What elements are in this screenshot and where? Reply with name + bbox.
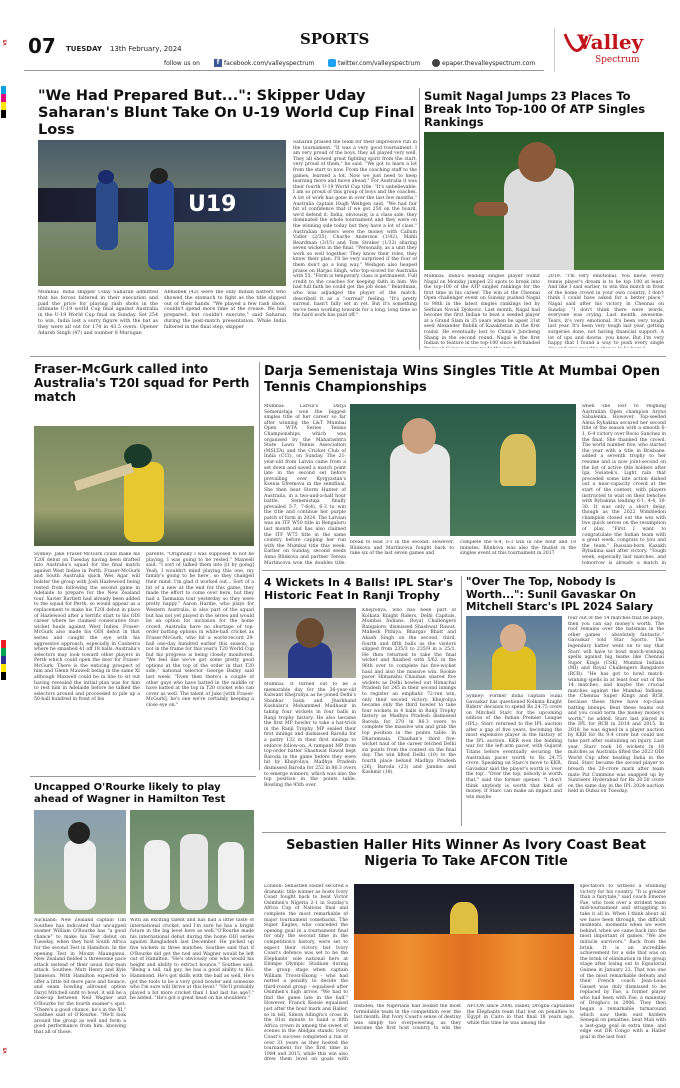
photo-u19-graphic: U19 bbox=[188, 192, 237, 217]
article-headline: Darja Semenistaja Wins Singles Title At Mumbai Open Tennis Championships bbox=[264, 364, 661, 395]
article-body-col1: London: Sebastien Haller secured a dramatic title winner as hosts Ivory Coast fought back to beat Victor Osimhen's Nigeria 2-1 in Sunday's Africa Cup of Nations final and complete the most remarkable of major tournament comebacks. The Super Eagles, who conceded the opening goal in a tournament final for only the second time in the competition's history, were set to expect their victory but Ivory Coast's defence was set to be the Elephants' sole national hero at Ebimpe Olympic Stadium during the group stage when captain William Troost-Ekong - who had netted a penalty to decide the third-round group - equalised after Osimhen's high arrow. "We had to find the game late in the half." However, Franck Kessie equalised just after the hour mark and Haller, so in tell, Simon Adingra's cross in the 81st minute to hand a fifth Africa crown in among the sweet of scenes in the Abidjan stands. Ivory Coast's success completed a run of over 31 years as they hosted the tournament for the first time in 1984 and 2015, while this win also drew them level on goals with bbox=[264, 884, 348, 1062]
color-registration-marks-bottom bbox=[1, 640, 6, 680]
article-body: Saharan praised the team for their impressive run in the tournament. "It was a very good tournament. I am very proud of the boys, they all played very well. They all showed great fighting spirit from the start, very proud of them," he said. "We got to learn a lot from the start to now. From the coaching staff to the games, learned a lot. Now we just need to keep learning more and move ahead." For Australia it was their fourth U-19 World Cup title. "It's unbelievable. I am so proud of this group of boys and the coaches. A lot of work has gone in over the last few months," Australia captain Hugh Weibgen said. "We had fair bit of confidence that if we got 250 on the board, we'd defend it. India, obviously, is a class side, they dominated the whole tournament and they were on the winning side today but they have a lot of class." Australian bowlers were the money with Callum Vidler (2/35), Charlie Anderson (1/42), Mahli Beardman (3/15) and Tom Straker (1/32) sharing seven wickets in the final. "Personally, as a unit they work so well together. They know their roles, they know their plan. I'll be very surprised if the four of them don't go a long way." Weibgen also heaped praise on Harjas Singh, who top-scored for Australia with 55. "Form is temporary, class is permanent. Full credit to the coaches for keeping faith in him. We had full faith he could get the job done." Beardman, who was adjudged the player of the match, described it as a "surreal" feeling. "It's pretty surreal, hasn't fully set in yet. But it's something we've been working towards for a long, long time so the hard work has paid off." bbox=[293, 140, 417, 319]
article-body-col2: With an exciting talent and has had a little taste of international cricket, and I'm sure he has a bright future in the big level here as well."O'Rourke made his international debut during the home ODI series against Bangladesh last December. He picked up five wickets in three matches. Southee said that if O'Rourke did get the nod and Wagner would be left out of Hamilton. "He's obviously one who would his height and ability to extract bounce," Southee said. "Being a tall, tall guy, he has a good ability to KG. Hammond. He's got skills with the ball as well. He's got the tools to be a very good bowler and someone who I'm sure will thrive at this level." "He'll probably played a bit more cricket than I had last his age?," he added. "He's got a great head on his shoulders." bbox=[130, 918, 254, 1002]
photo-player-body bbox=[144, 840, 170, 910]
article-sumit-nagal bbox=[424, 88, 666, 350]
epaper-link[interactable]: epaper.thevalleyspectrum.com bbox=[442, 60, 536, 67]
article-body-col1: Sydney: Former India captain Sunil Gavaskar has questioned Kolkata Knight Riders' decision to spend Rs 24.75 crore on Mitchell Starc for the upcoming edition of the Indian Premier League (IPL). Starc returned to the IPL auction after a gap of five years, becoming the most expensive player in the history of the IPL auction. KKR won the bidding war for the left-arm pacer, with Gujarat Titans before eventually securing the Australian pacer worth to Rs 24.75 crore. Speaking on Starc's move to KKR, Gavaskar said the player's worth is 'over the top'. "Over the top, nobody is worth that," said the former opener. "I don't think anybody is worth that kind of money. If Starc can make an impact and win maybe bbox=[466, 694, 562, 800]
facebook-icon: f bbox=[214, 59, 222, 67]
brand-name-bottom: Spectrum bbox=[595, 55, 640, 65]
brand-name-top: Valley bbox=[577, 30, 644, 54]
article-gavaskar-starc bbox=[466, 576, 666, 826]
twitter-link[interactable]: twitter.com/valleyspectrum bbox=[338, 60, 421, 67]
photo-caption-col1: Mumbai: India skipper Uday Saharan admitted that his forces faltered in their execution and paid the price for playing rash shots in the ultimate U-19 world Cup final against Australia in the U-19 World Cup final on Sunday. Set 254 to win, India lost a sorry figure with the bat as they were all out for 174 in 43.5 overs. Opener Adarsh Singh (47) and number 8 Murugan bbox=[38, 290, 158, 336]
cricketer-batting-photo bbox=[34, 426, 254, 546]
photo-player-body bbox=[390, 444, 450, 536]
photo-player-head bbox=[402, 418, 436, 454]
article-haller-afcon bbox=[264, 836, 666, 1064]
header-date: 13th February, 2024 bbox=[110, 45, 182, 53]
article-body-col3: spectators to witness a stunning victory for his country. "It is greater than a fairytale," said coach Emerse Fae, who took over a strident team mid-tournament and struggling to take it all in. When I think about all we have been through, the difficult moments, moments when we were behind, when we came back into the most important of games. "We are miracle survivors." Back from the brink. It is an incredible achievement for a side that was on the brink of elimination in the group stage after losing out to Equatorial Guinea in January 22. That was one of the most remarkable defeats and their French coach Jean-Louis Gasset was duly dismissed to be replaced by Fae, a former player who had been with Fae, a mainstay of Drogba's in 2006. They then began a remarkable turnaround which saw them oust holders Senegal on penalties, beat Mali with a last-gasp goal in extra time, and edge out DR Congo with a Haller goal in the last four. bbox=[580, 884, 666, 1041]
photo-player-head bbox=[68, 822, 90, 844]
color-registration-marks bbox=[1, 86, 6, 118]
photo-player-arm bbox=[474, 202, 508, 216]
article-darja-semenistaja bbox=[264, 362, 668, 566]
article-four-wickets bbox=[264, 576, 458, 826]
photo-fielder-head bbox=[150, 168, 168, 184]
article-headline: 4 Wickets In 4 Balls! IPL Star's Historic Feat In Ranji Trophy bbox=[264, 576, 453, 602]
facebook-link[interactable]: facebook.com/valleyspectrum bbox=[224, 60, 315, 67]
header-day: TUESDAY bbox=[66, 45, 102, 53]
row-divider bbox=[262, 832, 666, 833]
bowler-celebration-photo bbox=[466, 616, 562, 690]
sidebar-page-mark-bottom: VS bbox=[2, 1047, 8, 1054]
column-divider bbox=[461, 576, 462, 826]
article-body-col1: Auckland: New Zealand captain Tim Southee has indicated that uncapped seamer William O'Rourke has "a good chance" to make his Test debut on Tuesday, when they host South Africa for the second Test in Hamilton. In the opening Test in Mount Maunganui, New Zealand fielded a threesome pace attack instead of their usual four-man attack. Southee, Matt Henry and Kyle Jamieson. With Hamilton expected to offer a little bit more pace and bounce, and seam bowling allround option Daryl Mitchell unfit to bowl, it will be a close-up between Neil Wagner and O'Rourke for the fourth seamer's spot. "There's a good chance, he's in the XI," Southee said of O'Rourke. "We'll look around the group as well and form a good performance from him, knowing that all of those. bbox=[34, 918, 126, 1035]
photo-player-head bbox=[296, 618, 324, 648]
photo-trophy bbox=[500, 434, 536, 486]
article-orourke bbox=[34, 782, 256, 1064]
photo-player-body-2 bbox=[180, 834, 208, 910]
photo-trophy bbox=[450, 902, 478, 938]
photo-player-head bbox=[518, 142, 556, 182]
photo-caption-col2: Abhishek (42) were the only Indian batters who showed the stomach to fight as the title slipped out of their hands. "We played a few rash shots, couldn't spend more time at the crease. We had prepared, but couldn't execute," said Saharan during the post-match presentation. While India faltered in the final step, skipper bbox=[164, 290, 286, 330]
photo-player-body bbox=[504, 168, 574, 270]
article-body-col1: Mumbai: Latvia's Darja Semenistaja won the biggest singles title of her career so far after winning the L&T Mumbai Open WTA Series Tennis Championships, which was organised by the Maharashtra State Lawn Tennis Association (MSLTA) and the Cricket Club of India (CCI), on Sunday. The 21-year-old from Latvia came from a set down and saved a match point late in the second set before prevailing over Kyrgyzstan's Ksenia Efremova in the semifinal. She then beat Storm Hunter of Australia, in a two-and-a-half hour battle. Semenistaja finally prevailed 5-7, 7-6(4), 6-3 to win the title and continue her purple patch of form in 2024. The Latvian was an ITF W50 title in Bengaluru last month and has also claimed the ITF W75 title in the same country before capping her run with the Mumbai title this week. Earlier on Sunday, second seeds Anna Blinkova and partner Tereza Martincova won the doubles title, bbox=[264, 404, 346, 564]
article-body-col1: Sydney: Jake Fraser-McGurk could make his T20I debut on Tuesday having been drafted into Australia's squad for the final match against West Indies in Perth. Fraser-McGurk and South Australia quick Wes Agar will bolster the group with Josh Hazlewood being rested from following the second game in Adelaide to prepare for the New Zealand tour. Xavier Bartlett had already been added to the squad for Perth, so would appear as a replacement to make his T20I debut in place of Hazlewood after a terrific start to his ODI career where he claimed consecutive four-wicket hauls against West Indies. Fraser-McGurk also made his ODI debut in that series and caught the eye with his aggressive approach, especially in Canberra where he smashed 41 off 18 balls. Australia's selectors may look toward other players in Perth which could open the door for Fraser-McGurk. There is the enticing prospect of him and Glenn Maxwell being in the same XI although Maxwell could be in line to sit out having revealed the initial plan was for him to rest him in Adelaide before he talked the selectors around and proceeded to pile up a 50-ball hundred in front of his bbox=[34, 552, 140, 703]
bowler-action-photo bbox=[34, 810, 126, 914]
photo-player-body-3 bbox=[218, 842, 244, 910]
article-body-col1: Mumbai: India's leading singles player Sumit Nagal on Monday jumped 23 spots to break into the top-100 of the ATP singles rankings for the first time in his career. The win at the Chennai Open challenger event on Sunday pushed Nagal to 98th in the latest singles rankings led by Serbian Novak Djokovic. Last month, Nagal had become the first Indian to beat a seeded player at a Grand Slam in 35 years when he upset 31st seed Alexander Bublik of Kazakhstan in the first round. He eventually lost to China's Juncheng Shang in the second round. Nagal is the first Indian to feature in the top-100 since left-handed bbox=[424, 274, 540, 347]
tennis-player-photo bbox=[424, 132, 664, 270]
photo-player-body bbox=[124, 462, 164, 542]
team-huddle-photo bbox=[130, 810, 254, 914]
section-title: SPORTS bbox=[300, 30, 370, 48]
article-headline: "We Had Prepared But...": Skipper Uday Saharan's Blunt Take On U-19 World Cup Final Loss bbox=[38, 88, 415, 138]
article-body-col1: Mumbai: It turned out to be a memorable day for the 36-year-old Kulwant Khejroliya as he joined Delhi's Shankar Saini and Jharkhand Kushalar's Mohammed Mudhasir in taking four wickets in four balls in Ranji trophy history. He also became the first MP bowler to take a hat-trick in the Ranji Trophy. MP sealed their first innings and dismissed Baroda for a paltry 132 in their first innings to enforce follow-on. A rampant MP from top-order batter Shashwat Rawat kept Baroda in the game before they were hit by Khejroliya. Madhya Pradesh dismissed Baroda for 252 in 86.3 overs to emerge winners, which was also the top position in the points table. Bowling the 95th over, bbox=[264, 682, 356, 788]
article-headline: Sebastien Haller Hits Winner As Ivory Coast Beat Nigeria To Take AFCON Title bbox=[286, 838, 646, 869]
article-body-col2: 2019. "I'm very emotional. You know, every tennis player's dream is to be top 100 at least. And like I said earlier, to win this match in front of the home crowd in your own country, I don't think I could have asked for a better place," Nagal said after his victory in Chennai on Sunday. "I don't think there were words, everyone was crying. Last month, awesome. Tears, it's very emotional. It's been very tough last year. It's been very tough last year, getting surgeries done, not having financial support. A lot of ups and downs, you know. But I'm very happy that I found a way to push every single bbox=[548, 274, 664, 347]
sidebar-page-mark: VS bbox=[2, 39, 8, 46]
photo-batter-figure bbox=[96, 180, 118, 250]
cricket-batter-photo bbox=[38, 140, 286, 286]
row-divider bbox=[262, 570, 666, 571]
photo-player-body bbox=[492, 646, 536, 690]
article-headline: Uncapped O'Rourke likely to play ahead of Wagner in Hamilton Test bbox=[34, 782, 226, 805]
photo-player-head bbox=[500, 624, 526, 652]
article-body-col4: when she lost to reigning Australian Open champion Aryna Sabalenka. However, Top-seeded Alexa Rybakina secured her second title of the season with a smooth 6-1, 6-4 victory over Rocio Sanchez in the final. She thanked the crowd. The world number five, who started the year with a title in Brisbane, added a seventh trophy to her resume and is now joint-second on the list of active title holders after Iga Swiatek's. Light rain that preceded some late action dished out a near-capacity crowd at the start of the contest, with players instructed to wait on their benches with Rybakina leading 6-1, 4-4, 30-30. It was only a short delay, though as the 2022 Wimbledon champion closed out the win with two quick serves on the resumption of play. "First I want to congratulate the Indian team with a great week, congrats to you and the team," Russian-born Kazakh Rybakina said after victory. "Tough week, especially last matches, and tomorrow is already a match in bbox=[582, 404, 666, 564]
article-uday-saharan bbox=[38, 88, 418, 350]
page-number: 07 bbox=[28, 34, 56, 58]
bowler-portrait-photo bbox=[264, 608, 356, 678]
brand-logo bbox=[554, 28, 664, 72]
team-celebration-photo bbox=[354, 884, 574, 1000]
article-body-col2: Ibstiden, the Nigerians had looked the most formidable team in the competition over the last month. But Ivory Coast's sense of destiny was simply too overpowering, as they became the first host country to win the AFCON since 2006. Haller, Drogba captained the Elephants team that lost on penalties to Egypt in Cairo in that final 18 years ago, while this time he was among the bbox=[354, 1004, 574, 1032]
article-body-col2: Khejroliya, who has been part of Kolkata Knight Riders, Delhi Capitals, Mumbai Indians, Royal Challengers Bangalore, dismissed Shashwat Rawat, Mahesh Pithiya, Bhargav Bhatt and Akash Singh on the second, third, fourth and fifth balls as the visitors slipped from 235/3 to 235/9 in a 25/1. He then returned to take the final wicket and finished with 5/62 in the 96th over to complete his five-wicket haul and also the massive win. Rookie pacer Himanshu Chauhan snared five wickets as Delhi bowled out Himachal Pradesh for 245 in their second innings to register an emphatic 72-run win, only their second victory. Khejroliya became only the third bowler to take four wickets in 4 balls in Ranji Trophy history as Madhya Pradesh dismissed Baroda for 270 in 86.3 overs to complete the massive win and grab the top position in the points table. In Dharamsala, Chauhan's third five-wicket haul of the career fetched Delhi six points from the contest on the final day. The win lifted Delhi (10) to the fourth place behind Madhya Pradesh (26), Baroda (23) and Jammu and Kashmir (18). bbox=[362, 608, 456, 776]
article-body-col2: break to lead 3-1 in the second. However, Blinkova and Martincova fought back to take six of the last seven games and bbox=[350, 540, 454, 557]
twitter-icon bbox=[328, 59, 336, 67]
article-body-col2: four out of the 14 matches that he plays, then you can say money's worth. The roof remains over the batsman in the other games - absolutely fantastic," Gavaskar told Star Sports. The legendary batter went on to say that Starc will have to bowl match-winning spells against big teams like Chennai Super Kings (CSK), Mumbai Indians (MI) and Royal Challengers Bangalore (RCB). "He has got to bowl match-winning spells in at least four out of the 14 matches, and maybe the crucial matches against the Mumbai Indians, the Chennai Super Kings and RCB, because these three have top-class batting lineups. Beat these teams out and you could term the money money's worth," he added. Starc last played in the IPL for RCB in 2014 and 2015. In 2018, he was signed in a player auction by KKR for Rs 9.4 crore but could not take part after sustaining an injury. Last year, Starc took 16 wickets in 18 matches as Australia lifted the 2023 ODI World Cup after beating India in the final. Starc became the second player to breach the 20-crore mark after team mate Pat Cummins was snapped up by Sunrisers Hyderabad for Rs 20.50 crore on the same day in the IPL 2024 auction held in Dubai on Tuesday. bbox=[568, 616, 664, 795]
follow-label: follow us on bbox=[164, 60, 200, 67]
column-divider bbox=[259, 362, 260, 770]
column-divider bbox=[419, 88, 420, 350]
photo-fielder-figure bbox=[148, 180, 174, 270]
photo-player-body bbox=[64, 840, 96, 910]
article-headline: Fraser-McGurk called into Australia's T20I squad for Perth match bbox=[34, 362, 250, 404]
article-body-col2: parents. "Originally I was supposed to not be playing, I was going to be rested," Maxwell said. "I sort of talked them into [it by going] Yeah, I wouldn't mind playing this one, my family's going to be here', so they changed their mind. I'm glad it worked out... Sort of a bit of a new at the end for this game, they made the effort to come over here, but they had a Tasmania tour yesterday so they were pretty happy." Aaron Hardie, who plays for Western Australia, is also part of the squad but has not yet played in the series and would be an option for inclusion for the home crowd. Australia have no shortage of top-order batting options in white-ball cricket as Fraser-McGurk, who hit a world-record 29-ball one-day hundred earlier this season, is not in the frame for this year's T20 World Cup but his progress is being closely monitored. "We feel like we've got some pretty good options at the top of the order in that T20 side," national selector George Bailey said last week. "Even then there's a couple of other guys who have batted in the middle or have batted at the top in T20 cricket who can cover as well. The talent of Jake [with Fraser-McGurk], he's one we're certainly keeping a close eye on." bbox=[146, 552, 254, 709]
header-rule bbox=[24, 70, 544, 71]
row-divider bbox=[30, 776, 256, 777]
epaper-icon bbox=[432, 59, 440, 67]
article-fraser-mcgurk bbox=[34, 362, 256, 770]
photo-team-group bbox=[354, 934, 574, 1000]
photo-batter-head bbox=[98, 170, 114, 184]
row-divider bbox=[30, 356, 666, 357]
tennis-trophy-photo bbox=[350, 404, 576, 536]
page-header bbox=[24, 28, 664, 74]
article-body-col3: complete the 6-4, 6-3 win in one hour and 18 minutes. Blinkova was also the finalist in the singles event at this tournament in 2017 bbox=[460, 540, 576, 557]
article-headline: Sumit Nagal Jumps 23 Places To Break Into Top-100 Of ATP Singles Rankings bbox=[424, 89, 646, 129]
article-headline: "Over The Top, Nobody Is Worth...": Sunil Gavaskar On Mitchell Starc's IPL 2024 Salary bbox=[466, 576, 654, 613]
